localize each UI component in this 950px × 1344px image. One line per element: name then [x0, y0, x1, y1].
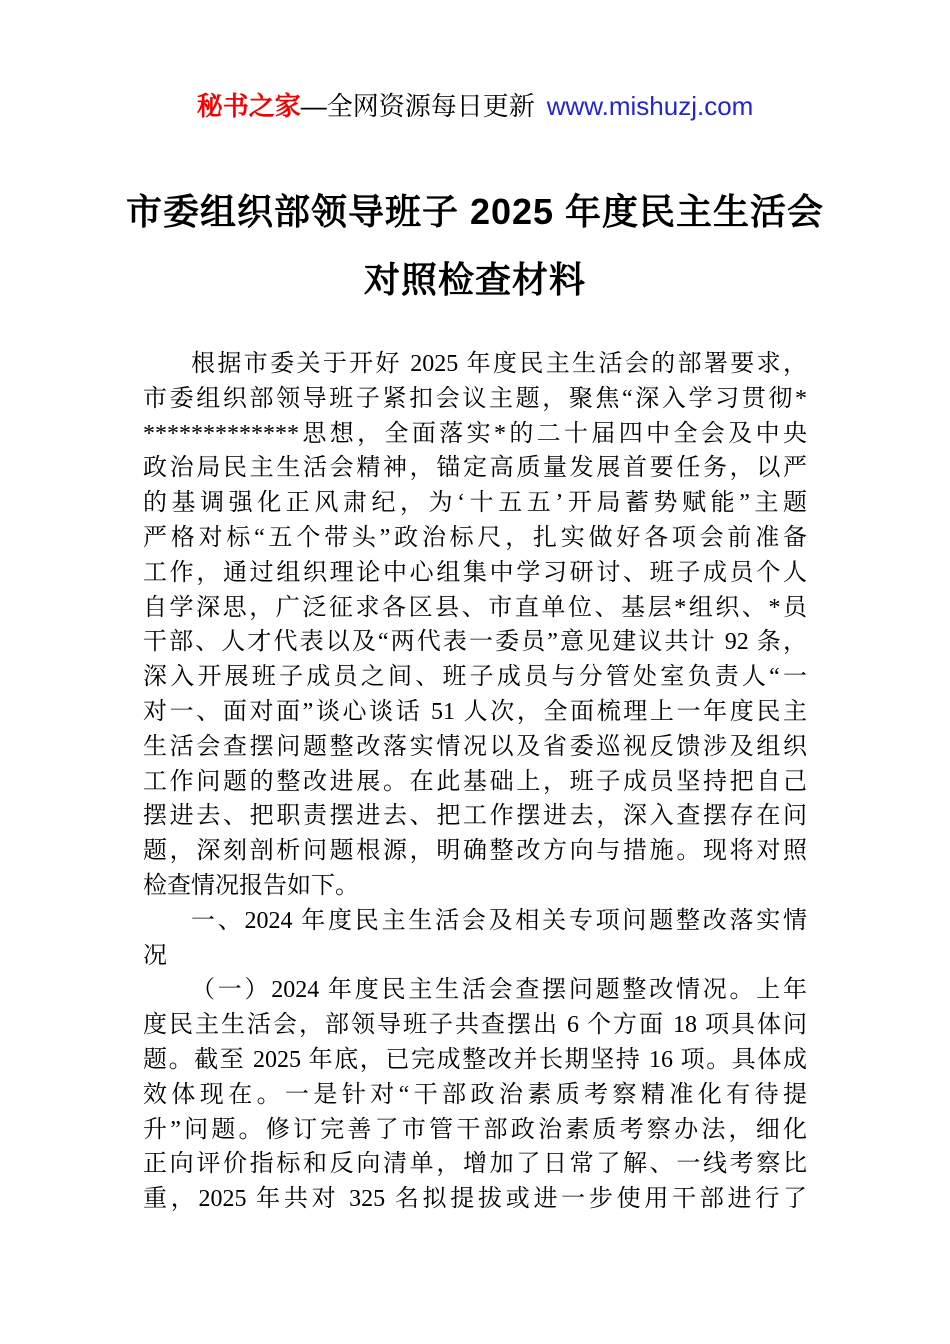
body-line: 自学深思，广泛征求各区县、市直单位、基层*组织、*员: [143, 594, 807, 621]
body-line: 市委组织部领导班子紧扣会议主题，聚焦“深入学习贯彻*: [143, 385, 807, 412]
paragraph: [143, 904, 807, 974]
body-line: 重，2025 年共对 325 名拟提拔或进一步使用干部进行了: [143, 1186, 807, 1213]
document-title-line1: 市委组织部领导班子 2025 年度民主生活会: [125, 191, 825, 232]
site-name: 秘书之家: [196, 91, 301, 121]
body-line: 正向评价指标和反向清单，增加了日常了解、一线考察比: [143, 1151, 807, 1178]
body-line: 政治局民主生活会精神，锚定高质量发展首要任务，以严: [143, 455, 807, 482]
body-line: 题，深刻剖析问题根源，明确整改方向与措施。现将对照: [143, 838, 807, 865]
document-body: [143, 347, 807, 1217]
body-line: 摆进去、把职责摆进去、把工作摆进去，深入查摆存在问: [143, 803, 807, 830]
site-tagline: —全网资源每日更新: [300, 91, 535, 121]
body-line: 的基调强化正风肃纪，为‘十五五’开局蓄势赋能”主题: [143, 490, 807, 517]
body-line: 一、2024 年度民主生活会及相关专项问题整改落实情: [191, 907, 807, 934]
paragraph: [143, 347, 807, 904]
body-line: 深入开展班子成员之间、班子成员与分管处室负责人“一: [143, 664, 807, 691]
document-title-line2: 对照检查材料: [363, 259, 586, 300]
body-line: 工作，通过组织理论中心组集中学习研讨、班子成员个人: [143, 559, 807, 586]
body-line: 度民主生活会，部领导班子共查摆出 6 个方面 18 项具体问: [143, 1012, 807, 1039]
body-line: 生活会查摆问题整改落实情况以及省委巡视反馈涉及组织: [143, 733, 807, 760]
body-line: （一）2024 年度民主生活会查摆问题整改情况。上年: [191, 977, 807, 1004]
body-line: 严格对标“五个带头”政治标尺，扎实做好各项会前准备: [143, 524, 807, 551]
body-line: 题。截至 2025 年底，已完成整改并长期坚持 16 项。具体成: [143, 1046, 807, 1073]
site-header: [0, 90, 950, 122]
body-line: 工作问题的整改进展。在此基础上，班子成员坚持把自己: [143, 768, 807, 795]
body-line: 对一、面对面”谈心谈话 51 人次，全面梳理上一年度民主: [143, 698, 807, 725]
body-line: 升”问题。修订完善了市管干部政治素质考察办法，细化: [143, 1116, 807, 1143]
body-line: 干部、人才代表以及“两代表一委员”意见建议共计 92 条，: [143, 629, 807, 656]
body-line: 检查情况报告如下。: [143, 872, 359, 899]
body-line: *************思想，全面落实*的二十届四中全会及中央: [143, 420, 807, 447]
site-url-link[interactable]: www.mishuzj.com: [546, 91, 754, 121]
body-line: 效体现在。一是针对“干部政治素质考察精准化有待提: [143, 1081, 807, 1108]
body-line: 根据市委关于开好 2025 年度民主生活会的部署要求，: [191, 351, 807, 377]
document-title: [0, 178, 950, 314]
paragraph: [143, 973, 807, 1217]
body-line: 况: [143, 942, 167, 969]
